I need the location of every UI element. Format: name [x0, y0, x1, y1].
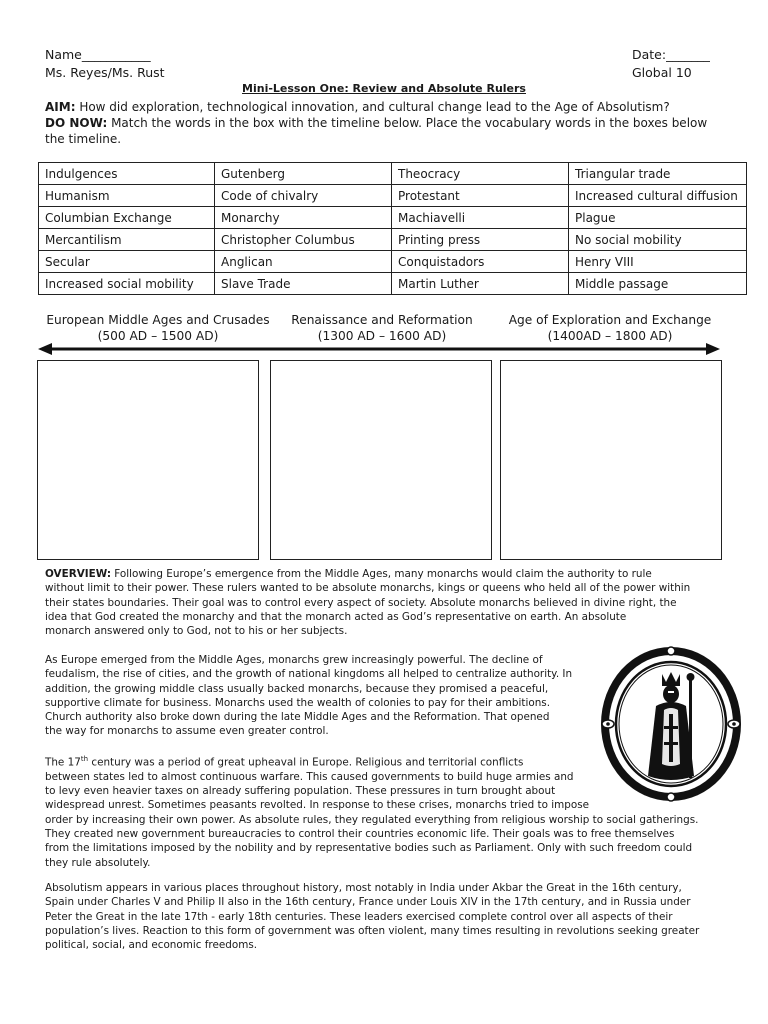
- table-row: [39, 251, 747, 273]
- table-row: [39, 163, 747, 185]
- vocab-cell: Mercantilism: [39, 229, 215, 251]
- text-line: The 17th century was a period of great upheaval in Europe. Religious and territorial conflicts: [45, 755, 524, 769]
- paragraph-rise-of-monarchs: [45, 653, 572, 739]
- answer-box-middle-ages[interactable]: [37, 360, 259, 560]
- era-dates: (500 AD – 1500 AD): [97, 329, 219, 343]
- text-line: from the limitations imposed by the nobility and by representative bodies such as Parliament. Only with such freedom could: [45, 842, 693, 855]
- text-line: they rule absolutely.: [45, 856, 151, 869]
- text-line: to levy even heavier taxes on already suffering population. These pressures in turn brought about: [45, 785, 556, 798]
- vocab-cell: Code of chivalry: [215, 185, 392, 207]
- text-line: the way for monarchs to assume even greater control.: [45, 725, 329, 738]
- vocab-cell: Triangular trade: [569, 163, 747, 185]
- vocab-cell: Gutenberg: [215, 163, 392, 185]
- vocab-cell: Christopher Columbus: [215, 229, 392, 251]
- vocab-cell: Martin Luther: [392, 273, 569, 295]
- answer-box-exploration[interactable]: [500, 360, 722, 560]
- text-line: supportive climate for business. Monarchs used the wealth of colonies to pay for their ambitions.: [45, 696, 550, 709]
- teacher-names: Ms. Reyes/Ms. Rust: [45, 65, 165, 80]
- vocab-cell: Monarchy: [215, 207, 392, 229]
- vocab-cell: Slave Trade: [215, 273, 392, 295]
- text-line: feudalism, the rise of cities, and the growth of national kingdoms all helped to centralize authority. In: [45, 668, 573, 681]
- text-line: addition, the growing middle class usually backed monarchs, because they promised a peaceful,: [45, 682, 549, 695]
- date-line: Date:_______: [632, 47, 710, 62]
- paragraph-absolutism-examples: [45, 881, 699, 952]
- text-line: They created new government bureaucracies to control their countries economic life. Their goals was to free themselves: [45, 827, 675, 840]
- era-renaissance: [284, 312, 480, 344]
- text-line: Church authority also broke down during the late Middle Ages and the Reformation. That opened: [45, 711, 550, 724]
- text-line: monarch answered only to God, not to his or her subjects.: [45, 625, 348, 638]
- vocab-cell: Theocracy: [392, 163, 569, 185]
- do-now-label: DO NOW:: [45, 116, 108, 130]
- era-middle-ages: [40, 312, 276, 344]
- page-title: Mini-Lesson One: Review and Absolute Rulers: [242, 82, 526, 95]
- era-exploration: [500, 312, 720, 344]
- era-dates: (1400AD – 1800 AD): [547, 329, 673, 343]
- table-row: [39, 273, 747, 295]
- course-name: Global 10: [632, 65, 692, 80]
- vocab-cell: Anglican: [215, 251, 392, 273]
- timeline-arrow: [38, 342, 720, 356]
- do-now-text: Match the words in the box with the timeline below. Place the vocabulary words in the boxes below the timeline.: [45, 116, 708, 146]
- vocab-cell: Henry VIII: [569, 251, 747, 273]
- vocab-cell: Conquistadors: [392, 251, 569, 273]
- overview-label: OVERVIEW:: [45, 568, 111, 580]
- vocab-cell: Machiavelli: [392, 207, 569, 229]
- text-line: order by increasing their own power. As absolute rules, they regulated everything from religious worship to social gatherings.: [45, 813, 699, 826]
- text-line: their states boundaries. Their goal was to control every aspect of society. Absolute monarchs believed in divine right, the: [45, 596, 677, 609]
- text-line: without limit to their power. These rulers wanted to be absolute monarchs, kings or queens who held all of the power within: [45, 582, 691, 595]
- text-line: Peter the Great in the late 17th - early 18th centuries. These leaders exercised complete control over all aspects of their: [45, 910, 673, 923]
- vocab-cell: Columbian Exchange: [39, 207, 215, 229]
- vocab-cell: Middle passage: [569, 273, 747, 295]
- vocab-cell: Humanism: [39, 185, 215, 207]
- vocab-cell: Increased social mobility: [39, 273, 215, 295]
- vocab-cell: Secular: [39, 251, 215, 273]
- overview-paragraph: [45, 567, 725, 638]
- text-line: idea that God created the monarchy and that the monarch acted as God’s representative on earth. An absolute: [45, 610, 627, 623]
- text-line: population’s lives. Reaction to this form of government was often violent, many times resulting in revolutions seeking greater: [45, 924, 700, 937]
- aim-text: How did exploration, technological innovation, and cultural change lead to the Age of Absolutism?: [75, 100, 670, 114]
- text-line: Following Europe’s emergence from the Middle Ages, many monarchs would claim the authority to rule: [111, 568, 652, 580]
- vocab-cell: No social mobility: [569, 229, 747, 251]
- vocabulary-table: [38, 162, 747, 295]
- vocab-cell: Increased cultural diffusion: [569, 185, 747, 207]
- monarch-emblem-image: [598, 644, 744, 804]
- vocab-cell: Printing press: [392, 229, 569, 251]
- answer-box-renaissance[interactable]: [270, 360, 492, 560]
- table-row: [39, 207, 747, 229]
- text-line: Spain under Charles V and Philip II also in the 16th century, France under Louis XIV in the 17th century, and in Russia under: [45, 896, 691, 909]
- text-line: As Europe emerged from the Middle Ages, monarchs grew increasingly powerful. The decline of: [45, 654, 543, 666]
- table-row: [39, 185, 747, 207]
- vocab-cell: Protestant: [392, 185, 569, 207]
- aim-line: [45, 99, 735, 115]
- text-line: between states led to almost continuous warfare. This caused governments to build huge armies and: [45, 770, 574, 783]
- era-name: European Middle Ages and Crusades: [46, 313, 270, 327]
- text-line: political, social, and economic freedoms.: [45, 939, 258, 952]
- era-name: Age of Exploration and Exchange: [508, 313, 712, 327]
- do-now-line: [45, 115, 725, 147]
- name-line: Name___________: [45, 47, 151, 62]
- era-dates: (1300 AD – 1600 AD): [317, 329, 447, 343]
- text-line: Absolutism appears in various places throughout history, most notably in India under Akbar the Great in the 16th century,: [45, 882, 682, 894]
- vocab-cell: Indulgences: [39, 163, 215, 185]
- table-row: [39, 229, 747, 251]
- text-line: widespread unrest. Sometimes peasants revolted. In response to these crises, monarchs tried to impose: [45, 799, 590, 812]
- era-name: Renaissance and Reformation: [291, 313, 473, 327]
- vocab-cell: Plague: [569, 207, 747, 229]
- aim-label: AIM:: [45, 100, 76, 114]
